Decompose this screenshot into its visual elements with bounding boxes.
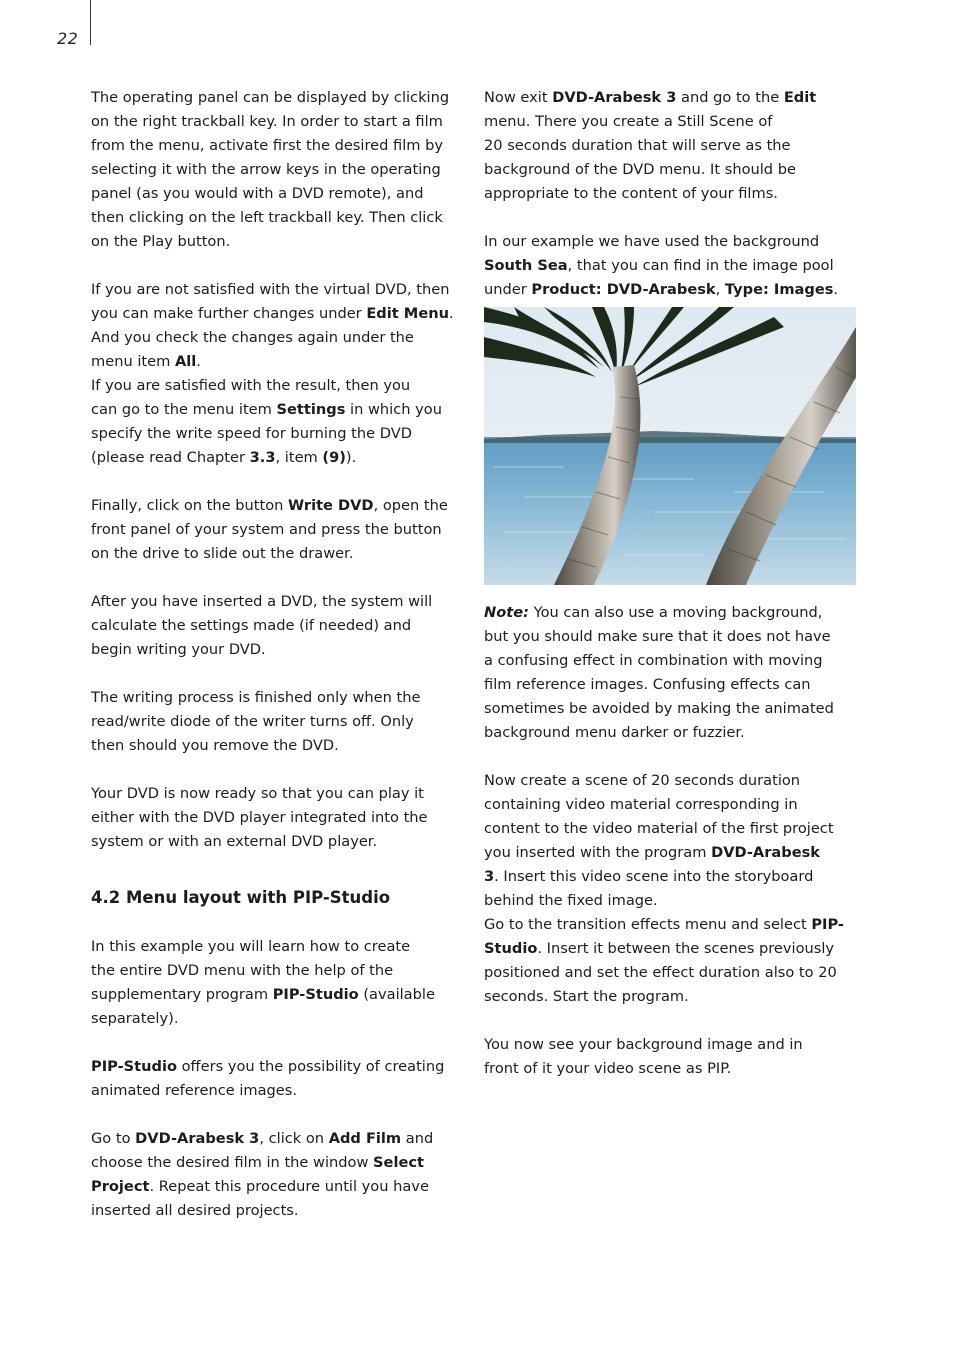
- text-line: you inserted with the program DVD-Arabesk: [484, 844, 821, 861]
- text-line: Note: You can also use a moving background,: [484, 604, 823, 621]
- text-line: choose the desired film in the window Select: [91, 1154, 424, 1171]
- text-line: read/write diode of the writer turns off. Only: [91, 713, 414, 730]
- text-line: under Product: DVD-Arabesk, Type: Images.: [484, 281, 839, 298]
- page-number: 22: [57, 29, 79, 48]
- text-line: from the menu, activate first the desired film by: [91, 137, 444, 154]
- left-column: [91, 86, 463, 1223]
- text-line: background menu darker or fuzzier.: [484, 724, 745, 741]
- text-line: If you are satisfied with the result, then you: [91, 377, 411, 394]
- text-line: Go to DVD-Arabesk 3, click on Add Film and: [91, 1130, 434, 1147]
- text-line: system or with an external DVD player.: [91, 833, 378, 850]
- text-line: (please read Chapter 3.3, item (9)).: [91, 449, 357, 466]
- text-line: either with the DVD player integrated into the: [91, 809, 428, 826]
- text-line: menu. There you create a Still Scene of: [484, 113, 773, 130]
- text-line: content to the video material of the first project: [484, 820, 834, 837]
- text-line: inserted all desired projects.: [91, 1202, 299, 1219]
- text-line: appropriate to the content of your films.: [484, 185, 778, 202]
- text-line: calculate the settings made (if needed) and: [91, 617, 412, 634]
- paragraph-edit-menu: [91, 278, 463, 470]
- text-line: Your DVD is now ready so that you can play it: [91, 785, 424, 802]
- text-line: Now create a scene of 20 seconds duration: [484, 772, 801, 789]
- text-line: After you have inserted a DVD, the system will: [91, 593, 433, 610]
- right-column: [484, 86, 856, 1081]
- text-line: the entire DVD menu with the help of the: [91, 962, 394, 979]
- text-line: In this example you will learn how to create: [91, 938, 411, 955]
- paragraph-note: [484, 601, 856, 745]
- text-line: behind the fixed image.: [484, 892, 658, 909]
- paragraph-writing-process: [91, 686, 463, 758]
- text-line: PIP-Studio offers you the possibility of creating: [91, 1058, 445, 1075]
- text-line: animated reference images.: [91, 1082, 298, 1099]
- paragraph-pip-studio: [91, 1055, 463, 1103]
- text-line: separately).: [91, 1010, 179, 1027]
- section-heading: 4.2 Menu layout with PIP-Studio: [91, 888, 391, 907]
- text-line: front panel of your system and press the button: [91, 521, 442, 538]
- text-line: panel (as you would with a DVD remote), and: [91, 185, 424, 202]
- paragraph-write-dvd: [91, 494, 463, 566]
- paragraph-insert-dvd: [91, 590, 463, 662]
- text-line: Go to the transition effects menu and select PIP-: [484, 916, 844, 933]
- text-line: The operating panel can be displayed by clicking: [91, 89, 450, 106]
- text-line: sometimes be avoided by making the animated: [484, 700, 834, 717]
- paragraph-still-scene: [484, 86, 856, 206]
- paragraph-background-example: [484, 230, 856, 302]
- text-line: then should you remove the DVD.: [91, 737, 339, 754]
- text-line: front of it your video scene as PIP.: [484, 1060, 732, 1077]
- text-line: positioned and set the effect duration also to 20: [484, 964, 837, 981]
- palm-trees-south-sea-photo: [484, 307, 856, 585]
- text-line: 20 seconds duration that will serve as the: [484, 137, 791, 154]
- text-line: a confusing effect in combination with moving: [484, 652, 823, 669]
- text-line: And you check the changes again under the: [91, 329, 414, 346]
- text-line: specify the write speed for burning the DVD: [91, 425, 412, 442]
- text-line: You now see your background image and in: [484, 1036, 803, 1053]
- text-line: Now exit DVD-Arabesk 3 and go to the Edit: [484, 89, 817, 106]
- text-line: on the Play button.: [91, 233, 231, 250]
- paragraph-play: [91, 86, 463, 254]
- text-line: selecting it with the arrow keys in the operating: [91, 161, 441, 178]
- header-rule: [90, 0, 91, 45]
- text-line: on the drive to slide out the drawer.: [91, 545, 354, 562]
- text-line: The writing process is finished only when the: [91, 689, 421, 706]
- paragraph-dvd-ready: [91, 782, 463, 854]
- text-line: background of the DVD menu. It should be: [484, 161, 796, 178]
- text-line: Studio. Insert it between the scenes previously: [484, 940, 835, 957]
- text-line: seconds. Start the program.: [484, 988, 689, 1005]
- text-line: Project. Repeat this procedure until you have: [91, 1178, 429, 1195]
- text-line: but you should make sure that it does not have: [484, 628, 831, 645]
- text-line: 3. Insert this video scene into the storyboard: [484, 868, 814, 885]
- text-line: film reference images. Confusing effects can: [484, 676, 811, 693]
- text-line: you can make further changes under Edit Menu.: [91, 305, 454, 322]
- text-line: menu item All.: [91, 353, 201, 370]
- text-line: containing video material corresponding in: [484, 796, 798, 813]
- paragraph-add-film: [91, 1127, 463, 1223]
- text-line: If you are not satisfied with the virtual DVD, then: [91, 281, 450, 298]
- text-line: begin writing your DVD.: [91, 641, 266, 658]
- text-line: In our example we have used the background: [484, 233, 820, 250]
- text-line: then clicking on the left trackball key. Then click: [91, 209, 443, 226]
- text-line: can go to the menu item Settings in which you: [91, 401, 442, 418]
- text-line: on the right trackball key. In order to start a film: [91, 113, 443, 130]
- text-line: South Sea, that you can find in the image pool: [484, 257, 834, 274]
- text-line: supplementary program PIP-Studio (available: [91, 986, 435, 1003]
- paragraph-result: [484, 1033, 856, 1081]
- text-line: Finally, click on the button Write DVD, open the: [91, 497, 448, 514]
- paragraph-example-intro: [91, 935, 463, 1031]
- paragraph-create-scene: [484, 769, 856, 1009]
